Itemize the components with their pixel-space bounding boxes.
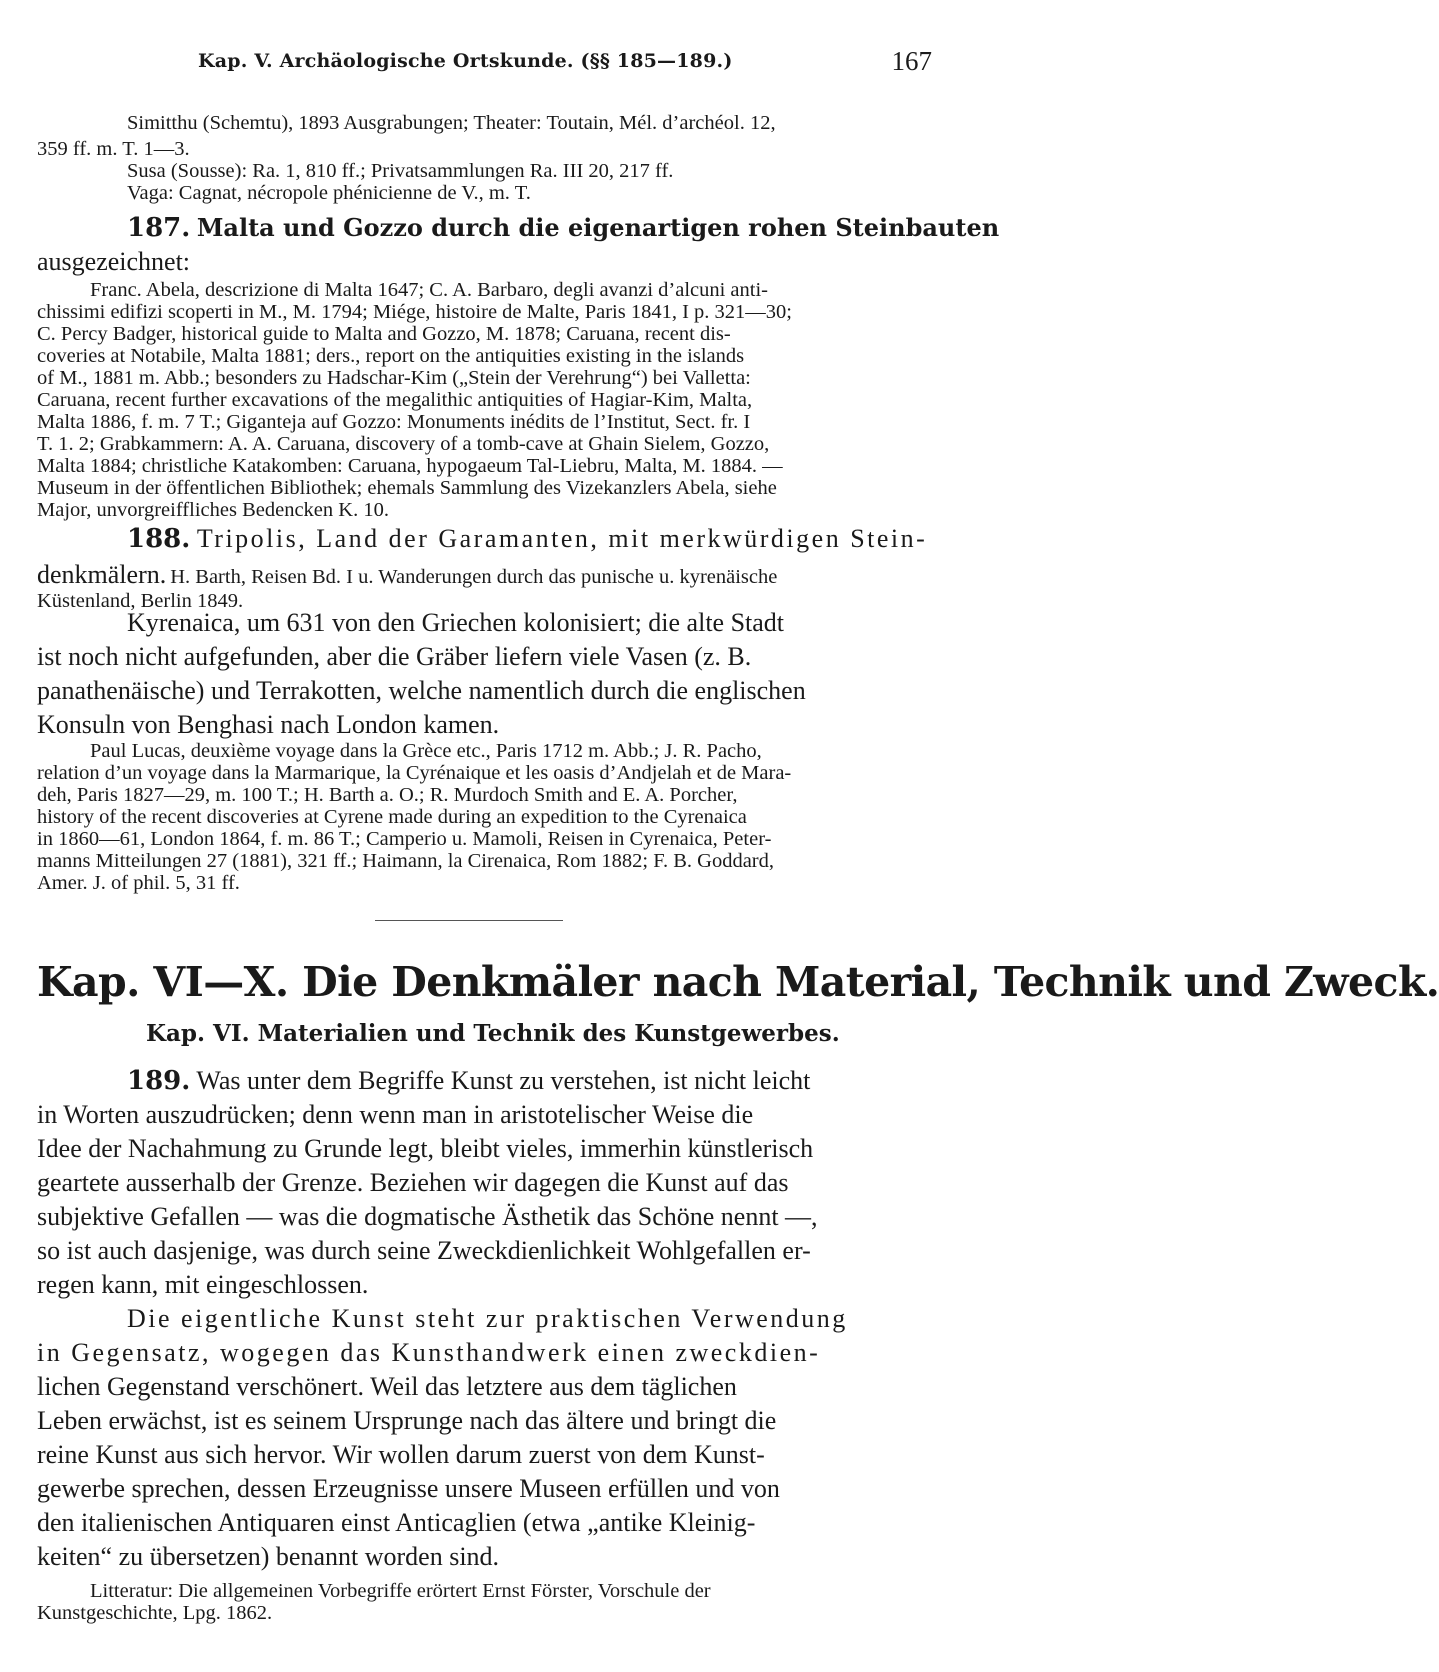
section-title-cont: ausgezeichnet: [37,247,191,276]
section-188-references [37,740,932,894]
para-line: Leben erwächst, ist es seinem Ursprunge nach das ältere und bringt die [37,1406,777,1435]
running-head: Kap. V. Archäologische Ortskunde. (§§ 185—189.) [198,50,733,72]
ref-line: Kunstgeschichte, Lpg. 1862. [37,1602,273,1624]
ref-line: Küstenland, Berlin 1849. [37,590,244,612]
para-line: keiten“ zu übersetzen) benannt worden sind. [37,1542,500,1571]
para-line: ist noch nicht aufgefunden, aber die Gräber liefern viele Vasen (z. B. [37,642,752,671]
ref-line: chissimi edifizi scoperti in M., M. 1794; Miége, histoire de Malte, Paris 1841, I p. 321—30; [37,301,792,323]
ref-line: Major, unvorgreiffliches Bedencken K. 10. [37,499,389,521]
ref-line: Museum in der öffentlichen Bibliothek; ehemals Sammlung des Vizekanzlers Abela, siehe [37,477,777,499]
chapter-heading: Kap. VI—X. Die Denkmäler nach Material, Technik und Zweck. [37,958,1439,1006]
ref-line: relation d’un voyage dans la Marmarique, la Cyrénaique et les oasis d’Andjelah et de Mara- [37,762,792,784]
section-187-heading [37,211,1000,279]
para-line: so ist auch dasjenige, was durch seine Zweckdienlichkeit Wohlgefallen er- [37,1236,811,1265]
section-title-cont: denkmälern. [37,560,167,589]
para-line: Kyrenaica, um 631 von den Griechen kolonisiert; die alte Stadt [127,608,785,637]
para-line: Was unter dem Begriffe Kunst zu verstehen, ist nicht leicht [196,1066,811,1095]
ref-line: Malta 1884; christliche Katakomben: Caruana, hypogaeum Tal-Liebru, Malta, M. 1884. — [37,455,783,477]
section-number: 188. [127,524,191,554]
para-line: Die eigentliche Kunst steht zur praktischen Verwendung [127,1304,848,1333]
para-line: in Worten auszudrücken; denn wenn man in aristotelischer Weise die [37,1100,754,1129]
ref-line: Paul Lucas, deuxième voyage dans la Grèce etc., Paris 1712 m. Abb.; J. R. Pacho, [90,740,762,762]
para-line: panathenäische) und Terrakotten, welche namentlich durch die englischen [37,676,806,705]
ref-line: Caruana, recent further excavations of the megalithic antiquities of Hagiar-Kim, Malta, [37,389,753,411]
ref-line: Amer. J. of phil. 5, 31 ff. [37,872,240,894]
section-188-heading [37,522,932,556]
ref-line: C. Percy Badger, historical guide to Malta and Gozzo, M. 1878; Caruana, recent dis- [37,323,731,345]
section-number: 187. [127,213,191,243]
section-divider [375,920,563,921]
section-187-references [37,279,932,521]
ref-line: Franc. Abela, descrizione di Malta 1647; C. A. Barbaro, degli avanzi d’alcuni anti- [90,279,769,301]
page-number: 167 [891,46,932,76]
section-189-literature [37,1580,932,1624]
section-188-title-cont [37,560,932,612]
ref-line: deh, Paris 1827—29, m. 100 T.; H. Barth a. O.; R. Murdoch Smith and E. A. Porcher, [37,784,738,806]
section-189-paragraph-2 [37,1302,932,1574]
para-line: lichen Gegenstand verschönert. Weil das letztere aus dem täglichen [37,1372,737,1401]
ref-line: 359 ff. m. T. 1—3. [37,138,190,160]
para-line: Idee der Nachahmung zu Grunde legt, bleibt vieles, immerhin künstlerisch [37,1134,814,1163]
section-number: 189. [127,1066,191,1096]
ref-line: of M., 1881 m. Abb.; besonders zu Hadschar-Kim („Stein der Verehrung“) bei Valletta: [37,367,751,389]
ref-line: Simitthu (Schemtu), 1893 Ausgrabungen; Theater: Toutain, Mél. d’archéol. 12, [127,112,776,134]
para-line: geartete ausserhalb der Grenze. Beziehen wir dagegen die Kunst auf das [37,1168,789,1197]
section-188-paragraph [37,606,932,742]
ref-line: manns Mitteilungen 27 (1881), 321 ff.; Haimann, la Cirenaica, Rom 1882; F. B. Goddard, [37,850,775,872]
ref-line: H. Barth, Reisen Bd. I u. Wanderungen durch das punische u. kyrenäische [170,566,778,588]
ref-line: Malta 1886, f. m. 7 T.; Giganteja auf Gozzo: Monuments inédits de l’Institut, Sect. fr. I [37,411,751,433]
section-title: Tripolis, Land der Garamanten, mit merkwürdigen Stein- [196,524,928,553]
para-line: in Gegensatz, wogegen das Kunsthandwerk einen zweckdien- [37,1338,821,1367]
chapter-subheading: Kap. VI. Materialien und Technik des Kunstgewerbes. [146,1020,840,1047]
para-line: Konsuln von Benghasi nach London kamen. [37,710,500,739]
ref-line: history of the recent discoveries at Cyrene made during an expedition to the Cyrenaica [37,806,747,828]
ref-line: Susa (Sousse): Ra. 1, 810 ff.; Privatsammlungen Ra. III 20, 217 ff. [127,160,674,182]
para-line: den italienischen Antiquaren einst Anticaglien (etwa „antike Kleinig- [37,1508,756,1537]
para-line: regen kann, mit eingeschlossen. [37,1270,369,1299]
ref-line: T. 1. 2; Grabkammern: A. A. Caruana, discovery of a tomb-cave at Ghain Sielem, Gozzo, [37,433,770,455]
ref-line: Vaga: Cagnat, nécropole phénicienne de V., m. T. [127,182,531,204]
ref-line: coveries at Notabile, Malta 1881; ders., report on the antiquities existing in the islands [37,345,745,367]
section-title: Malta und Gozzo durch die eigenartigen rohen Steinbauten [196,213,1000,242]
para-line: subjektive Gefallen — was die dogmatische Ästhetik das Schöne nennt —, [37,1202,818,1231]
para-line: gewerbe sprechen, dessen Erzeugnisse unsere Museen erfüllen und von [37,1474,780,1503]
references-top [37,112,932,204]
ref-line: Litteratur: Die allgemeinen Vorbegriffe erörtert Ernst Förster, Vorschule der [90,1580,711,1602]
section-189-paragraph-1 [37,1064,932,1302]
ref-line: in 1860—61, London 1864, f. m. 86 T.; Camperio u. Mamoli, Reisen in Cyrenaica, Peter- [37,828,772,850]
para-line: reine Kunst aus sich hervor. Wir wollen darum zuerst von dem Kunst- [37,1440,765,1469]
